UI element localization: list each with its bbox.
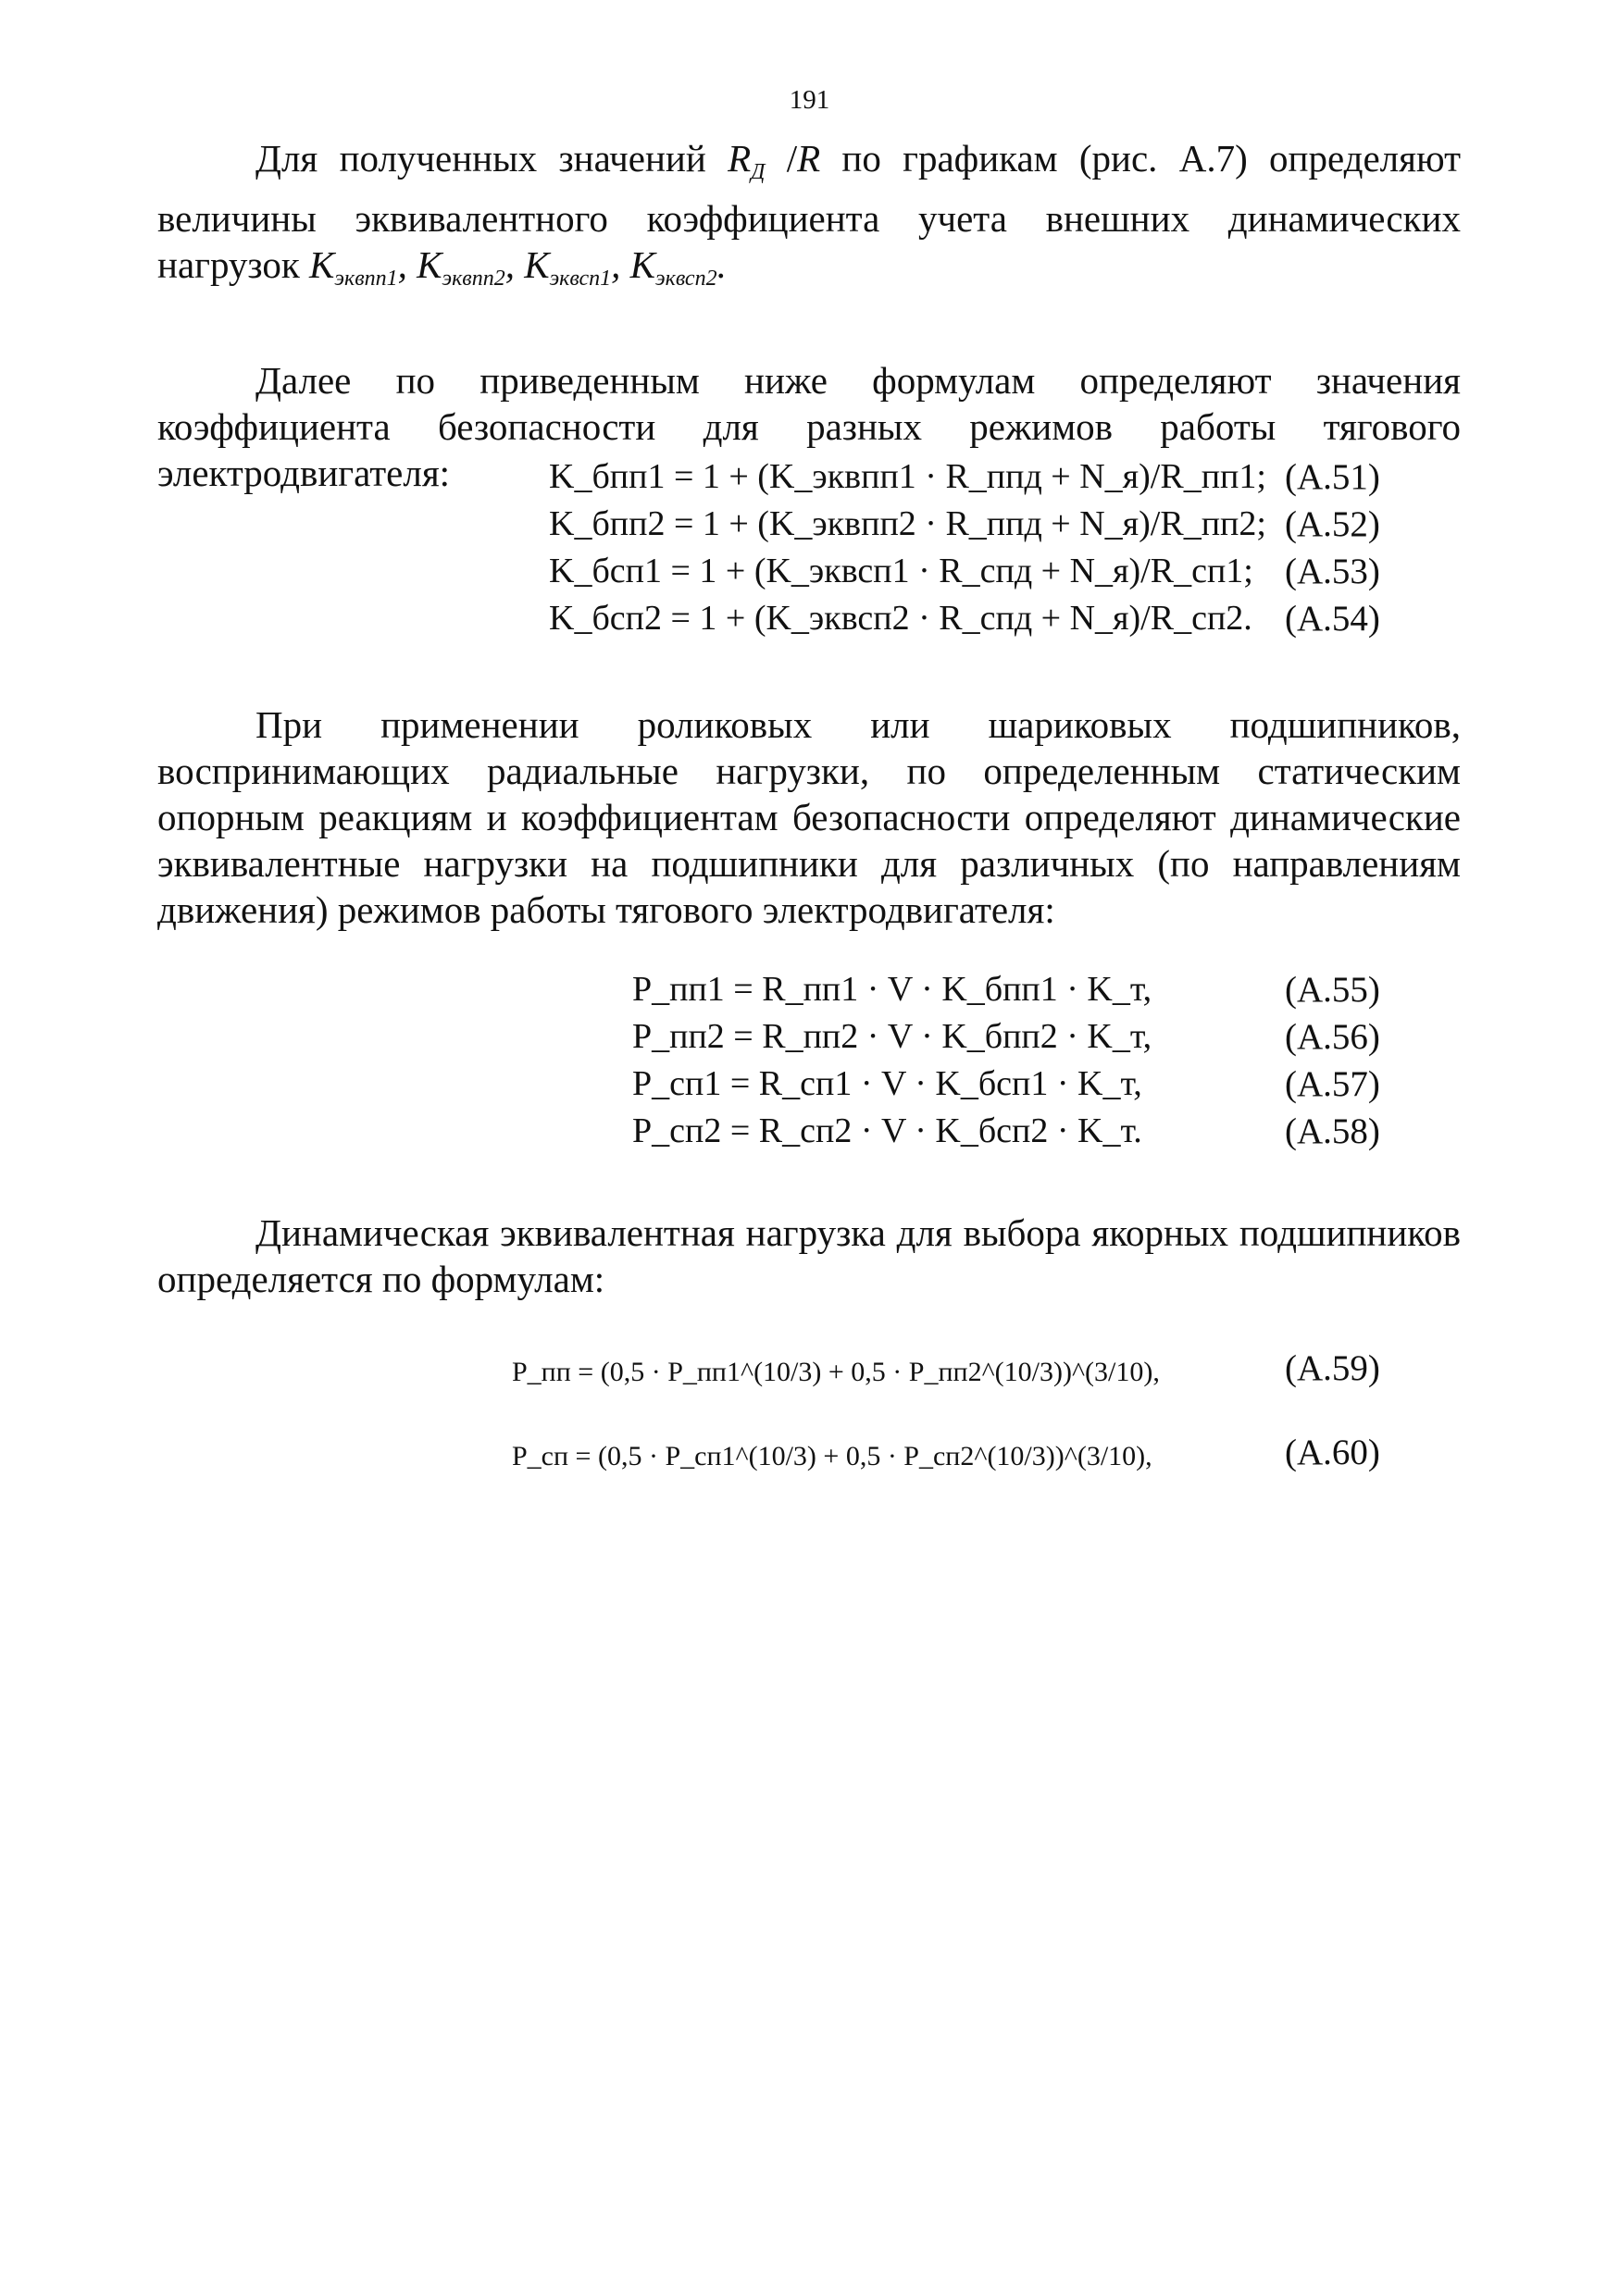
formula-a58: P_сп2 = R_сп2 · V · K_бсп2 · K_т. bbox=[632, 1111, 1142, 1150]
k-ekvpp1: эквпп1 bbox=[334, 267, 398, 291]
formula-number-a56: (А.56) bbox=[1285, 1017, 1380, 1057]
para4-text: Динамическая эквивалентная нагрузка для выбора якорных подшипников определяется по формулам: bbox=[157, 1211, 1461, 1300]
para1-text-c: по графикам (рис. А.7) определяют величины эквивалентного коэффициента учета внешних динамических нагрузок bbox=[157, 137, 1461, 286]
k-ekvsp1: эквсп1 bbox=[549, 267, 612, 291]
formula-a53: K_бсп1 = 1 + (K_эквсп1 · R_спд + N_я)/R_сп1; bbox=[549, 552, 1253, 590]
formula-a60: P_сп = (0,5 · P_сп1^(10/3) + 0,5 · P_сп2^(10/3))^(3/10), bbox=[512, 1441, 1152, 1471]
page-number: 191 bbox=[789, 85, 830, 115]
formula-number-a54: (А.54) bbox=[1285, 599, 1380, 639]
para1-text-b: / bbox=[765, 137, 798, 180]
formula-a51: K_бпп1 = 1 + (K_эквпп1 · R_ппд + N_я)/R_пп1; bbox=[549, 457, 1266, 496]
formula-a52: K_бпп2 = 1 + (K_эквпп2 · R_ппд + N_я)/R_пп2; bbox=[549, 504, 1266, 543]
k-ekvpp2: эквпп2 bbox=[442, 267, 505, 291]
para2-text: Далее по приведенным ниже формулам определяют значения коэффициента безопасности для разных режимов работы тягового электродвигателя: bbox=[157, 359, 1461, 494]
paragraph-3 bbox=[157, 701, 1461, 933]
rd-subscript: Д bbox=[751, 160, 766, 184]
formula-number-a55: (А.55) bbox=[1285, 970, 1380, 1010]
k-ekvsp2: эквсп2 bbox=[655, 267, 717, 291]
formula-number-a51: (А.51) bbox=[1285, 457, 1380, 497]
formula-a59: P_пп = (0,5 · P_пп1^(10/3) + 0,5 · P_пп2^(10/3))^(3/10), bbox=[512, 1357, 1160, 1387]
formula-number-a58: (А.58) bbox=[1285, 1111, 1380, 1151]
r-symbol: R bbox=[797, 137, 821, 180]
formula-a56: P_пп2 = R_пп2 · V · K_бпп2 · K_т, bbox=[632, 1017, 1152, 1056]
paragraph-1: Для полученных значений $R_Д$ /R по графикам (рис. А.7) определяют величины эквивалентного коэффициента учета внешних динамических нагрузок $K_{эквпп1}$, $K_{эквпп2}$, $K_{эквсп1}$, $K_{эквсп2}$. bbox=[157, 137, 1461, 291]
paragraph-4 bbox=[157, 1210, 1461, 1302]
para3-text: При применении роликовых или шариковых подшипников, воспринимающих радиальные нагрузки, по определенным статическим опорным реакциям и коэффициентам безопасности определяют динамические эквивалентные нагрузки на подшипники для различных (по направлениям движения) режимов работы тягового электродвигателя: bbox=[157, 703, 1461, 931]
formula-number-a60: (А.60) bbox=[1285, 1433, 1380, 1472]
formula-number-a59: (А.59) bbox=[1285, 1348, 1380, 1388]
para1-text-a: Для полученных значений bbox=[255, 137, 729, 180]
formula-number-a53: (А.53) bbox=[1285, 552, 1380, 591]
formula-number-a57: (А.57) bbox=[1285, 1064, 1380, 1104]
formula-a54: K_бсп2 = 1 + (K_эквсп2 · R_спд + N_я)/R_сп2. bbox=[549, 599, 1252, 638]
formula-a57: P_сп1 = R_сп1 · V · K_бсп1 · K_т, bbox=[632, 1064, 1142, 1103]
formula-number-a52: (А.52) bbox=[1285, 504, 1380, 544]
rd-symbol: R bbox=[728, 137, 752, 180]
formula-a55: P_пп1 = R_пп1 · V · K_бпп1 · K_т, bbox=[632, 970, 1152, 1009]
